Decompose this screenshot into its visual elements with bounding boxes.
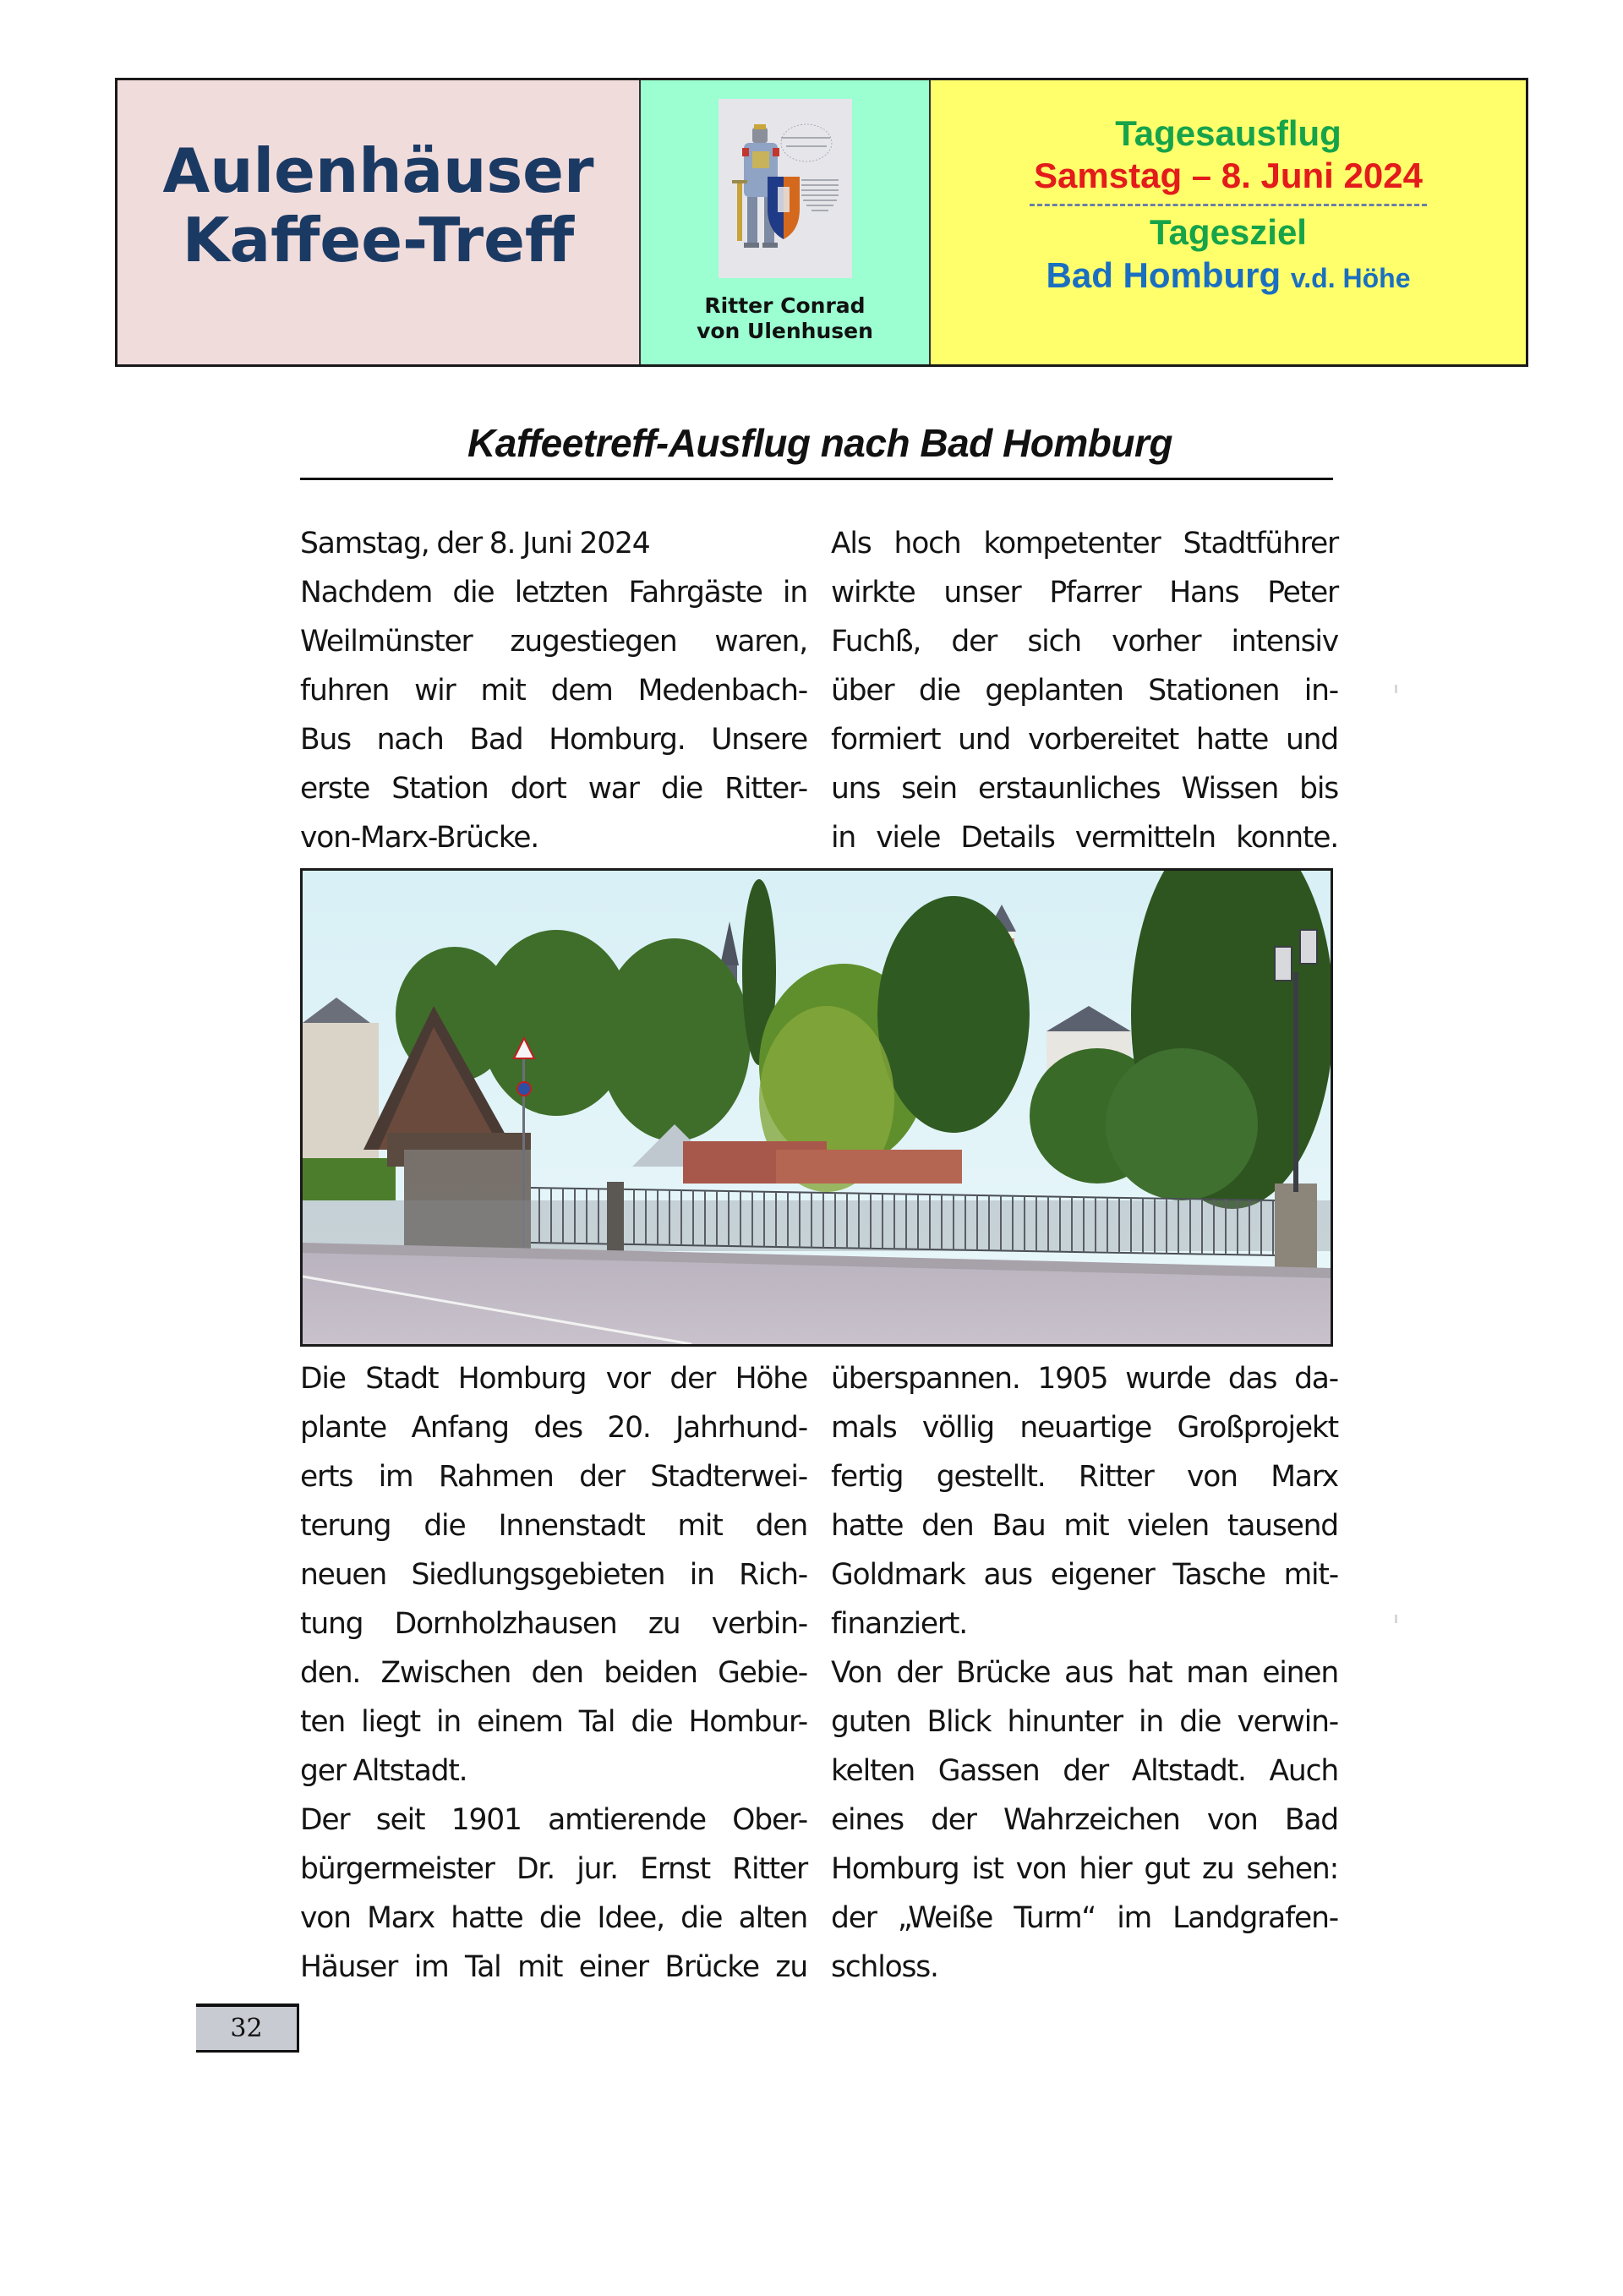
text-line: Fuchß, der sich vorher intensiv xyxy=(831,625,1338,659)
destination-main: Bad Homburg xyxy=(1046,255,1281,295)
trip-label: Tagesausflug xyxy=(1115,113,1342,153)
scan-mark xyxy=(1395,685,1397,693)
text-line: fuhren wir mit dem Medenbach- xyxy=(300,674,807,708)
text-line: fertig gestellt. Ritter von Marx xyxy=(831,1460,1338,1494)
text-line: plante Anfang des 20. Jahrhund- xyxy=(300,1411,807,1445)
text-line: Weilmünster zugestiegen waren, xyxy=(300,625,807,659)
text-line: Der seit 1901 amtierende Ober- xyxy=(300,1803,807,1837)
text-line: Samstag, der 8. Juni 2024 xyxy=(300,527,650,560)
club-name-line-1: Aulenhäuser xyxy=(162,135,594,206)
title-rule xyxy=(300,478,1333,480)
knight-caption-line-1: Ritter Conrad xyxy=(704,293,866,318)
text-line: hatte den Bau mit vielen tausend xyxy=(831,1509,1338,1543)
text-line: kelten Gassen der Altstadt. Auch xyxy=(831,1754,1338,1788)
text-line: von Marx hatte die Idee, die alten xyxy=(300,1901,807,1935)
text-line: uns sein erstaunliches Wissen bis xyxy=(831,772,1338,806)
text-line: formiert und vorbereitet hatte und xyxy=(831,723,1338,757)
text-line: Homburg ist von hier gut zu sehen: xyxy=(831,1852,1338,1886)
scan-mark xyxy=(1395,1615,1397,1623)
text-line: bürgermeister Dr. jur. Ernst Ritter xyxy=(300,1852,807,1886)
text-line: eines der Wahrzeichen von Bad xyxy=(831,1803,1338,1837)
destination-suffix: v.d. Höhe xyxy=(1290,263,1411,293)
trip-info-panel xyxy=(931,80,1526,364)
text-line: ger Altstadt. xyxy=(300,1754,467,1788)
knight-figure-icon xyxy=(719,99,852,278)
column-1-top xyxy=(300,519,807,862)
header-banner xyxy=(115,78,1528,367)
text-line: über die geplanten Stationen in- xyxy=(831,674,1338,708)
text-line: terung die Innenstadt mit den xyxy=(300,1509,807,1543)
dashed-divider xyxy=(1030,204,1427,206)
text-line: guten Blick hinunter in die verwin- xyxy=(831,1705,1338,1739)
bridge-photo xyxy=(300,868,1333,1347)
club-name-line-2: Kaffee-Treff xyxy=(182,205,575,276)
text-line: wirkte unser Pfarrer Hans Peter xyxy=(831,576,1338,610)
text-line: Von der Brücke aus hat man einen xyxy=(831,1656,1338,1690)
text-line: mals völlig neuartige Großprojekt xyxy=(831,1411,1338,1445)
page-number: 32 xyxy=(196,2004,299,2053)
text-line: neuen Siedlungsgebieten in Rich- xyxy=(300,1558,807,1592)
text-line: ten liegt in einem Tal die Hombur- xyxy=(300,1705,807,1739)
text-line: Die Stadt Homburg vor der Höhe xyxy=(300,1362,807,1396)
text-line: Als hoch kompetenter Stadtführer xyxy=(831,527,1338,560)
text-line: den. Zwischen den beiden Gebie- xyxy=(300,1656,807,1690)
knight-panel xyxy=(641,80,931,364)
text-line: der „Weiße Turm“ im Landgrafen- xyxy=(831,1901,1338,1935)
knight-illustration xyxy=(719,99,852,278)
text-line: überspannen. 1905 wurde das da- xyxy=(831,1362,1338,1396)
text-line: Goldmark aus eigener Tasche mit- xyxy=(831,1558,1338,1592)
text-line: Häuser im Tal mit einer Brücke zu xyxy=(300,1950,807,1984)
trip-date: Samstag – 8. Juni 2024 xyxy=(1034,156,1423,195)
bridge-scene-illustration xyxy=(303,871,1331,1344)
club-name-panel xyxy=(117,80,641,364)
column-1-bottom xyxy=(300,1354,807,1992)
text-line: erste Station dort war die Ritter- xyxy=(300,772,807,806)
destination xyxy=(1046,254,1411,300)
text-line: Nachdem die letzten Fahrgäste in xyxy=(300,576,807,610)
text-line: erts im Rahmen der Stadterwei- xyxy=(300,1460,807,1494)
text-line: in viele Details vermitteln konnte. xyxy=(831,821,1338,855)
text-line: tung Dornholzhausen zu verbin- xyxy=(300,1607,807,1641)
column-2-top xyxy=(831,519,1338,862)
text-line: von-Marx-Brücke. xyxy=(300,821,539,855)
knight-caption-line-2: von Ulenhusen xyxy=(697,319,873,343)
column-2-bottom xyxy=(831,1354,1338,1992)
text-line: finanziert. xyxy=(831,1607,968,1641)
knight-caption xyxy=(697,293,873,344)
destination-label: Tagesziel xyxy=(1150,212,1307,252)
text-line: schloss. xyxy=(831,1950,938,1984)
article-title: Kaffeetreff-Ausflug nach Bad Homburg xyxy=(467,421,1172,465)
text-line: Bus nach Bad Homburg. Unsere xyxy=(300,723,807,757)
